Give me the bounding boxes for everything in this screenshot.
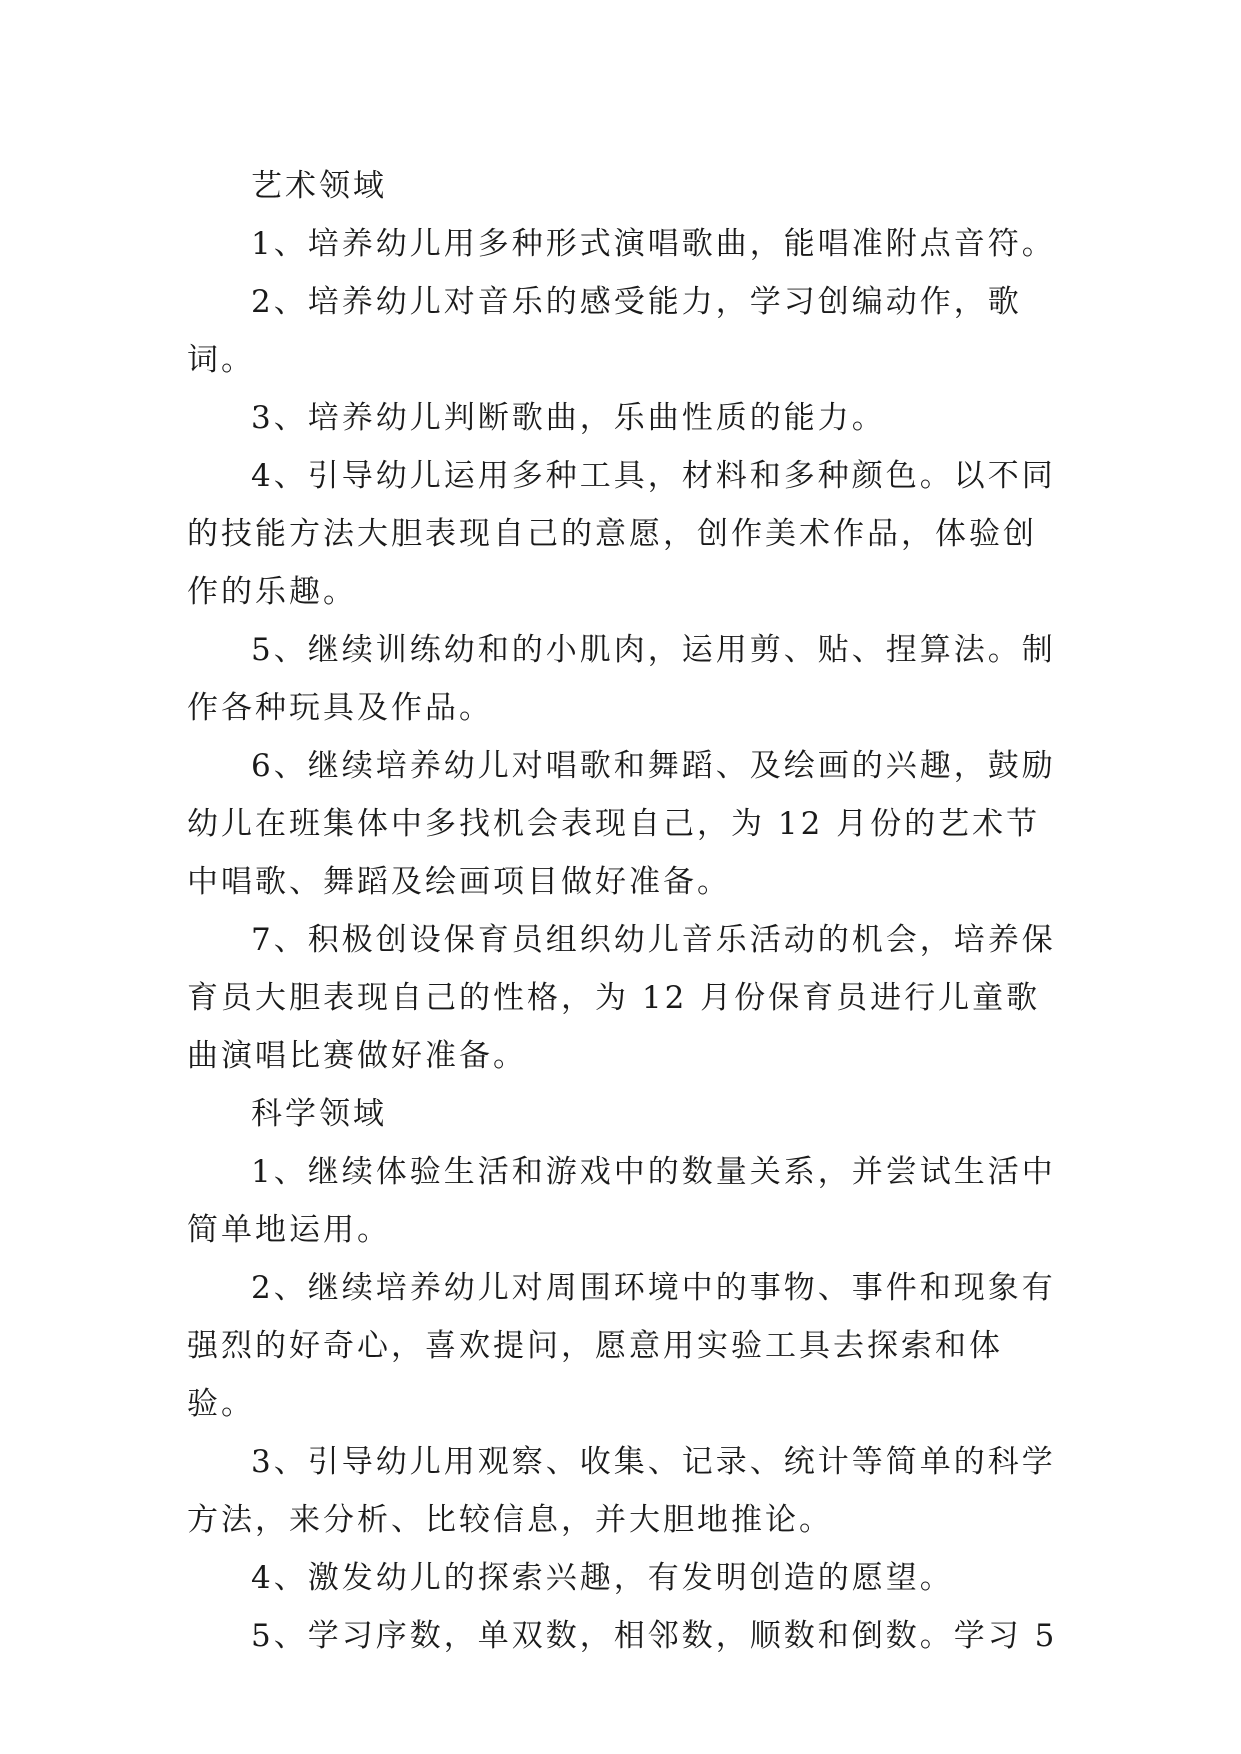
paragraph: 7、积极创设保育员组织幼儿音乐活动的机会，培养保育员大胆表现自己的性格，为 12 月份保育员进行儿童歌曲演唱比赛做好准备。 — [187, 922, 1056, 1074]
paragraph: 2、培养幼儿对音乐的感受能力，学习创编动作，歌词。 — [187, 284, 1022, 378]
paragraph: 6、继续培养幼儿对唱歌和舞蹈、及绘画的兴趣，鼓励幼儿在班集体中多找机会表现自己，为 12 月份的艺术节中唱歌、舞蹈及绘画项目做好准备。 — [187, 748, 1056, 900]
section-heading-science: 科学领域 — [251, 1096, 387, 1132]
paragraph: 4、引导幼儿运用多种工具，材料和多种颜色。以不同的技能方法大胆表现自己的意愿，创作美术作品，体验创作的乐趣。 — [187, 458, 1056, 610]
paragraph: 1、继续体验生活和游戏中的数量关系，并尝试生活中简单地运用。 — [187, 1154, 1056, 1248]
section-heading-art: 艺术领域 — [251, 168, 387, 204]
paragraph: 5、继续训练幼和的小肌肉，运用剪、贴、捏算法。制作各种玩具及作品。 — [187, 632, 1056, 726]
document-body — [187, 157, 1067, 1665]
paragraph: 3、培养幼儿判断歌曲，乐曲性质的能力。 — [251, 400, 886, 436]
paragraph: 1、培养幼儿用多种形式演唱歌曲，能唱准附点音符。 — [251, 226, 1056, 262]
paragraph: 3、引导幼儿用观察、收集、记录、统计等简单的科学方法，来分析、比较信息，并大胆地推论。 — [187, 1444, 1056, 1538]
paragraph: 5、学习序数，单双数，相邻数，顺数和倒数。学习 5 — [251, 1618, 1058, 1654]
paragraph: 2、继续培养幼儿对周围环境中的事物、事件和现象有强烈的好奇心，喜欢提问，愿意用实验工具去探索和体验。 — [187, 1270, 1056, 1422]
paragraph: 4、激发幼儿的探索兴趣，有发明创造的愿望。 — [251, 1560, 954, 1596]
